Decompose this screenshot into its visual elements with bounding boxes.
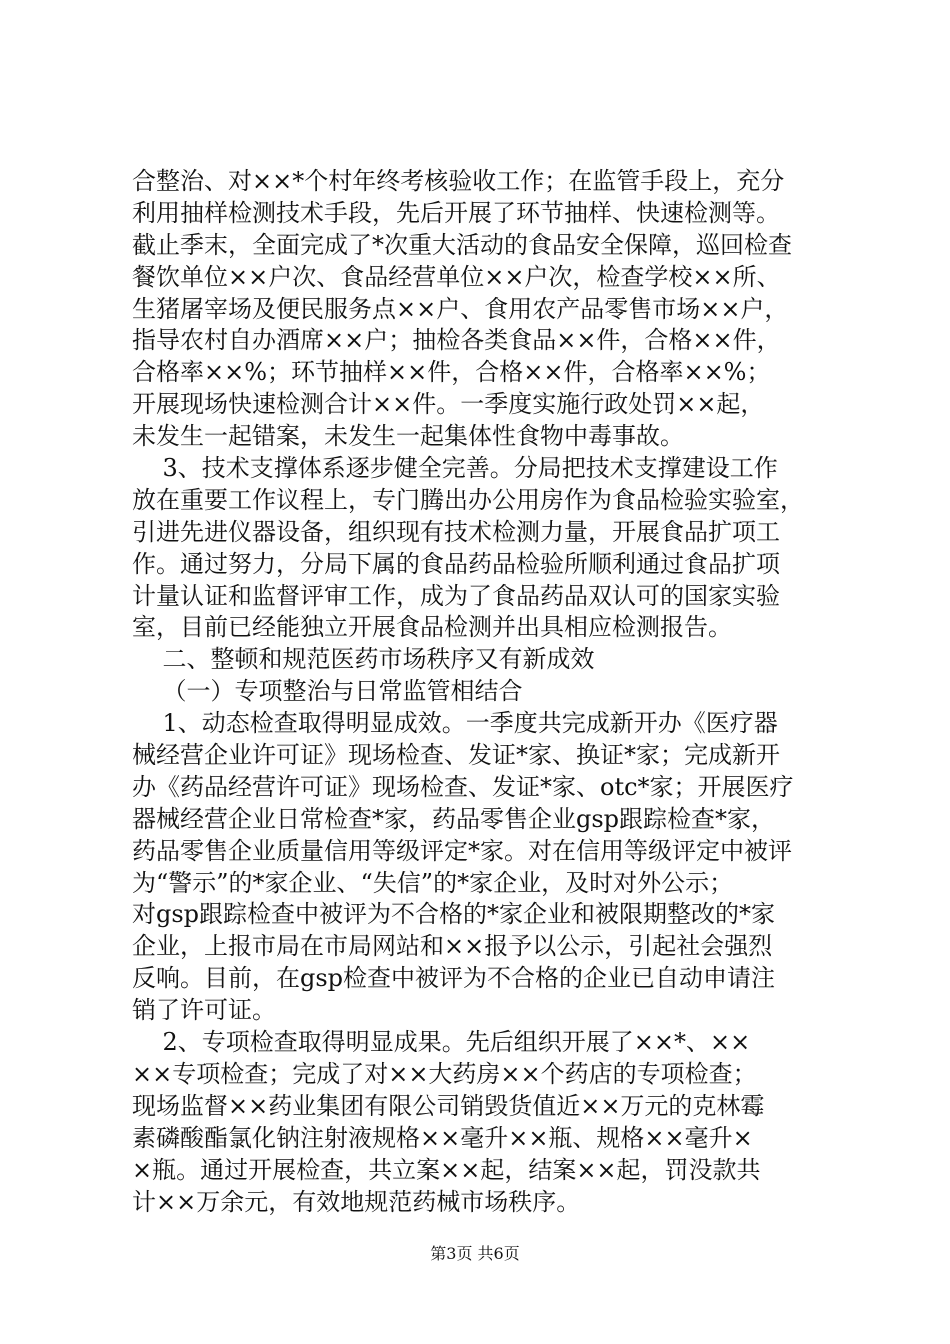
text-line: 作。通过努力，分局下属的食品药品检验所顺利通过食品扩项 (132, 549, 780, 578)
text-line: 截止季末，全面完成了*次重大活动的食品安全保障，巡回检查 (132, 230, 792, 259)
text-line: 器械经营企业日常检查*家，药品零售企业gsp跟踪检查*家， (132, 804, 776, 833)
text-line: 计××万余元，有效地规范药械市场秩序。 (132, 1187, 581, 1216)
text-line: 2、专项检查取得明显成果。先后组织开展了××*、×× (132, 1028, 751, 1057)
text-line: 餐饮单位××户次、食品经营单位××户次，检查学校××所、 (132, 262, 781, 291)
text-line: 企业，上报市局在市局网站和××报予以公示，引起社会强烈 (132, 932, 773, 961)
text-line: 办《药品经营许可证》现场检查、发证*家、otc*家；开展医疗 (132, 772, 794, 801)
text-line: 室，目前已经能独立开展食品检测并出具相应检测报告。 (132, 613, 732, 642)
text-line: ××专项检查；完成了对××大药房××个药店的专项检查； (132, 1059, 757, 1088)
text-line: 对gsp跟踪检查中被评为不合格的*家企业和被限期整改的*家 (132, 900, 776, 929)
text-line: 药品零售企业质量信用等级评定*家。对在信用等级评定中被评 (132, 836, 792, 865)
text-line: 合格率××%；环节抽样××件，合格××件，合格率××%； (132, 358, 771, 387)
document-body (132, 166, 832, 1218)
text-line: 素磷酸酯氯化钠注射液规格××毫升××瓶、规格××毫升× (132, 1123, 753, 1152)
text-line: 放在重要工作议程上，专门腾出办公用房作为食品检验实验室， (132, 485, 804, 514)
text-line: 生猪屠宰场及便民服务点××户、食用农产品零售市场××户， (132, 294, 789, 323)
text-line: 1、动态检查取得明显成效。一季度共完成新开办《医疗器 (132, 709, 778, 738)
text-line: 3、技术支撑体系逐步健全完善。分局把技术支撑建设工作 (132, 454, 778, 483)
text-line: 指导农村自办酒席××户；抽检各类食品××件，合格××件， (132, 326, 781, 355)
text-line: 械经营企业许可证》现场检查、发证*家、换证*家；完成新开 (132, 741, 780, 770)
text-line: 反响。目前，在gsp检查中被评为不合格的企业已自动申请注 (132, 964, 776, 993)
text-line: 利用抽样检测技术手段，先后开展了环节抽样、快速检测等。 (132, 198, 780, 227)
text-line: ×瓶。通过开展检查，共立案××起，结案××起，罚没款共 (132, 1155, 761, 1184)
text-line: （一）专项整治与日常监管相结合 (132, 677, 523, 706)
text-line: 未发生一起错案，未发生一起集体性食物中毒事故。 (132, 422, 684, 451)
text-line: 计量认证和监督评审工作，成为了食品药品双认可的国家实验 (132, 581, 780, 610)
text-line: 合整治、对××*个村年终考核验收工作；在监管手段上，充分 (132, 167, 785, 195)
page-footer: 第3页 共6页 (430, 1244, 520, 1263)
text-line: 现场监督××药业集团有限公司销毁货值近××万元的克林霉 (132, 1091, 765, 1120)
text-line: 销了许可证。 (132, 996, 276, 1025)
text-line: 引进先进仪器设备，组织现有技术检测力量，开展食品扩项工 (132, 517, 780, 546)
text-line: 二、整顿和规范医药市场秩序又有新成效 (132, 645, 595, 674)
text-line: 开展现场快速检测合计××件。一季度实施行政处罚××起， (132, 390, 765, 419)
text-line: 为“警示”的*家企业、“失信”的*家企业，及时对外公示； (132, 868, 734, 897)
